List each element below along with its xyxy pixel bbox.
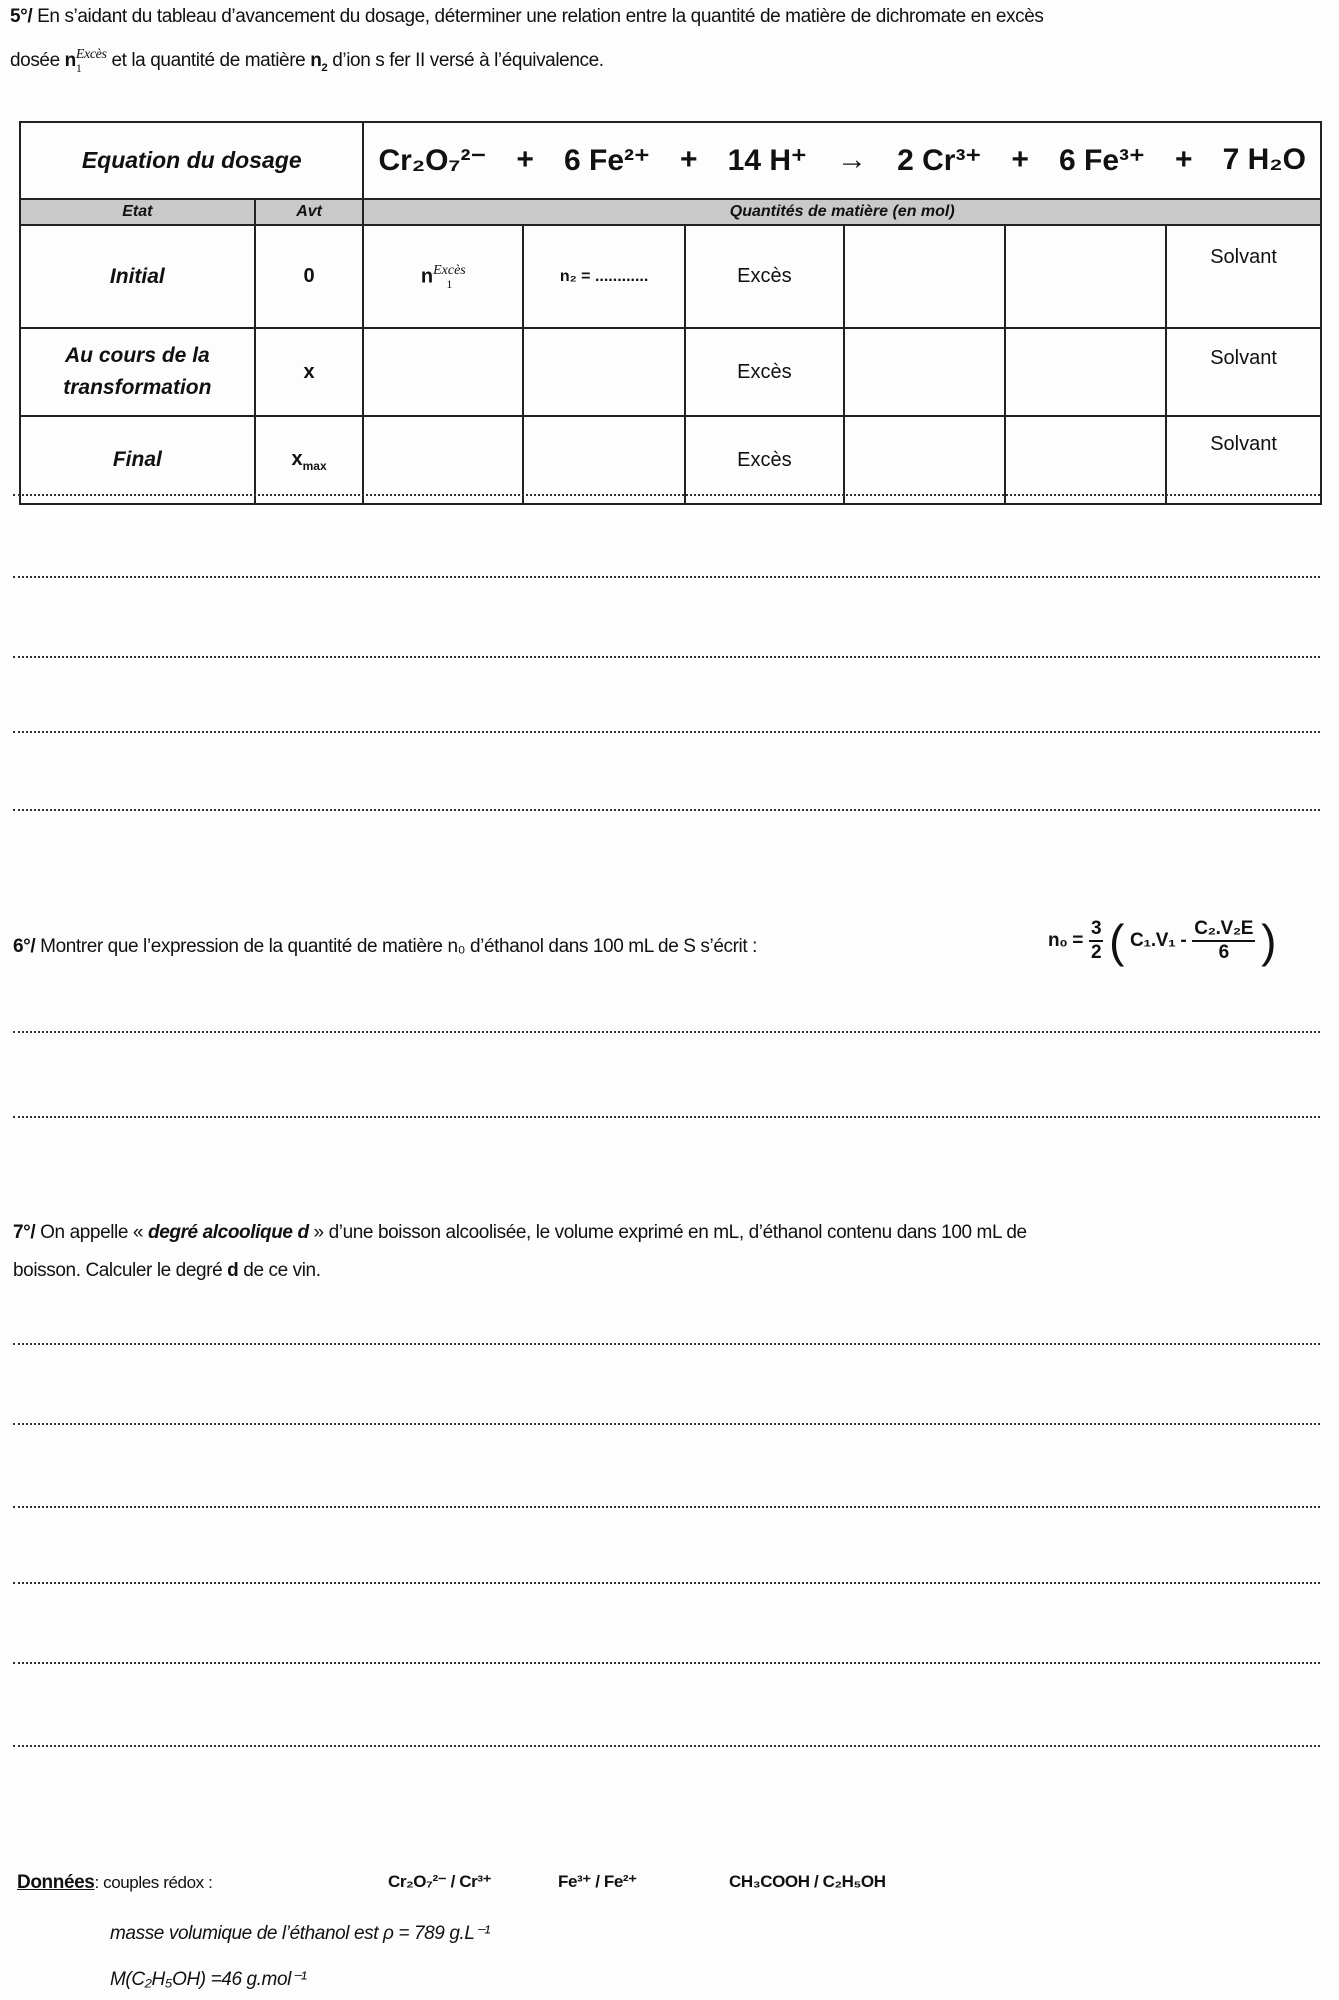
avt-cell: 0 — [255, 225, 364, 328]
avt-cell: $x_{max}$ — [255, 416, 364, 504]
header-avt: Avt — [255, 199, 364, 225]
answer-line[interactable] — [13, 809, 1320, 811]
answer-line[interactable] — [13, 1506, 1320, 1508]
empty-cell[interactable] — [363, 328, 523, 416]
table-row — [20, 225, 1321, 328]
equation-label: Equation du dosage — [20, 122, 363, 199]
empty-cell[interactable] — [1005, 416, 1166, 504]
answer-line[interactable] — [13, 656, 1320, 658]
q6-text: 6°/ Montrer que l’expression de la quantité de matière n₀ d’éthanol dans 100 mL de S s’écrit : — [13, 936, 757, 957]
q7-line2: boisson. Calculer le degré d de ce vin. — [13, 1260, 321, 1281]
header-quantites: Quantités de matière (en mol) — [363, 199, 1321, 225]
solvant-cell: Solvant — [1166, 416, 1321, 504]
n2-cell[interactable]: n₂ = ............ — [523, 225, 685, 328]
answer-line[interactable] — [13, 494, 1320, 496]
masse-volumique: masse volumique de l’éthanol est ρ = 789 g.L⁻¹ — [110, 1923, 491, 1944]
empty-cell[interactable] — [523, 416, 685, 504]
empty-cell[interactable] — [1005, 225, 1166, 328]
answer-line[interactable] — [13, 1745, 1320, 1747]
empty-cell[interactable] — [844, 416, 1006, 504]
table-row — [20, 328, 1321, 416]
n1-cell: n Excès 1 — [363, 225, 523, 328]
header-etat: Etat — [20, 199, 255, 225]
empty-cell[interactable] — [844, 328, 1006, 416]
avt-cell: x — [255, 328, 364, 416]
exces-cell: Excès — [685, 416, 844, 504]
answer-line[interactable] — [13, 1423, 1320, 1425]
answer-line[interactable] — [13, 1031, 1320, 1033]
couple-ethanol: CH₃COOH / C₂H₅OH — [729, 1872, 886, 1891]
etat-cell: Initial — [20, 225, 255, 328]
etat-cell: Final — [20, 416, 255, 504]
q5-line1: 5°/ En s’aidant du tableau d’avancement du dosage, déterminer une relation entre la quantité de matière de dichromate en excès — [10, 6, 1044, 27]
q7-line1: 7°/ On appelle « degré alcoolique d » d’une boisson alcoolisée, le volume exprimé en mL, d’éthanol contenu dans 100 mL de — [13, 1222, 1027, 1243]
exces-cell: Excès — [685, 225, 844, 328]
solvant-cell: Solvant — [1166, 225, 1321, 328]
q6-formula: n₀ = $\frac{3}{2}$ ( C₁.V₁ - $\frac{\text{C₂.V₂E}}{6}$ ) — [1048, 915, 1277, 967]
exces-cell: Excès — [685, 328, 844, 416]
equation: Cr₂O₇²⁻ + 6 Fe²⁺ + 14 H⁺ → 2 Cr³⁺ + 6 Fe³⁺ + 7 H₂O — [363, 122, 1321, 199]
avancement-table — [19, 121, 1322, 505]
couple-fer: Fe³⁺ / Fe²⁺ — [558, 1872, 637, 1891]
couple-dichromate: Cr₂O₇²⁻ / Cr³⁺ — [388, 1872, 492, 1891]
answer-line[interactable] — [13, 731, 1320, 733]
empty-cell[interactable] — [844, 225, 1006, 328]
donnees-line: Données: couples rédox : — [17, 1872, 213, 1893]
empty-cell[interactable] — [523, 328, 685, 416]
empty-cell[interactable] — [363, 416, 523, 504]
masse-molaire: M(C₂H₅OH) =46 g.mol⁻¹ — [110, 1969, 307, 1990]
answer-line[interactable] — [13, 1662, 1320, 1664]
answer-line[interactable] — [13, 576, 1320, 578]
solvant-cell: Solvant — [1166, 328, 1321, 416]
q5-line2: dosée n Excès 1 et la quantité de matière $n_2$ d’ion s fer II versé à l’équivalence. — [10, 47, 604, 75]
answer-line[interactable] — [13, 1343, 1320, 1345]
empty-cell[interactable] — [1005, 328, 1166, 416]
answer-line[interactable] — [13, 1116, 1320, 1118]
answer-line[interactable] — [13, 1582, 1320, 1584]
etat-cell: Au cours de la transformation — [20, 328, 255, 416]
table-row — [20, 416, 1321, 504]
